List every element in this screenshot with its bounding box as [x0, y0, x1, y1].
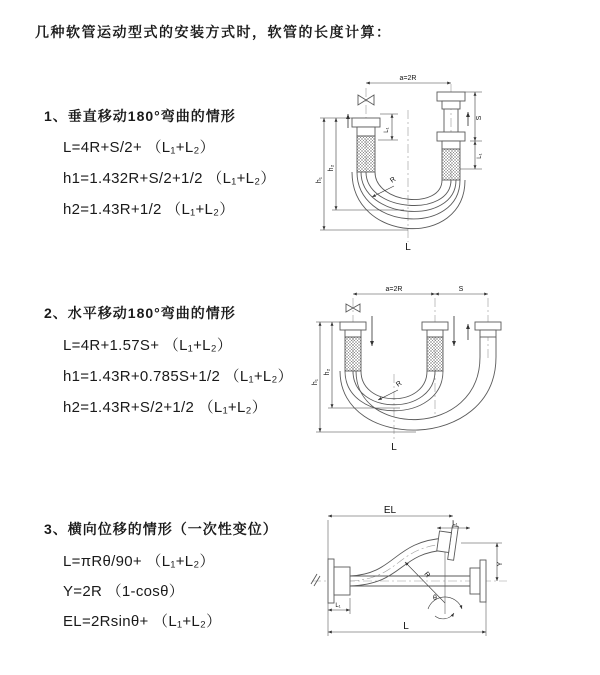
- braided-hose-end: [357, 136, 375, 172]
- braided-hose-end: [345, 337, 361, 371]
- dim-left-fitting: [328, 603, 350, 610]
- dim-top: [353, 286, 488, 294]
- braided-hose-end: [427, 337, 443, 371]
- right-flange: [470, 560, 486, 602]
- dim-label-l1-right: L₁: [477, 153, 483, 159]
- radius-label: R: [395, 380, 404, 389]
- section-3-formula-L: L=πRθ/90+ （L₁+L₂）: [63, 553, 215, 570]
- dim-right: [460, 92, 483, 169]
- section-3-heading: 3、横向位移的情形（一次性变位）: [44, 521, 278, 537]
- section-3-formula-Y: Y=2R （1-cosθ）: [63, 583, 185, 600]
- centerline-break: [311, 574, 320, 586]
- section-1-heading: 1、垂直移动180°弯曲的情形: [44, 108, 236, 124]
- left-pipe: [352, 118, 380, 172]
- right-pipe: [437, 92, 465, 180]
- section-1-formula-L: L=4R+S/2+ （L₁+L₂）: [63, 139, 215, 156]
- section-2-heading: 2、水平移动180°弯曲的情形: [44, 305, 236, 321]
- diagram-lateral-displacement: [298, 502, 583, 647]
- s-curve-hose: [350, 538, 446, 586]
- dim-heights: [312, 322, 416, 432]
- movement-arrows: [372, 316, 468, 346]
- dim-span: [366, 75, 451, 83]
- dim-label-l: L: [403, 621, 409, 632]
- dim-label-h1: h₁: [316, 176, 323, 184]
- hose-u-bend: [340, 357, 496, 430]
- middle-pipe: [422, 322, 448, 371]
- section-2-formula-L: L=4R+1.57S+ （L₁+L₂）: [63, 337, 233, 354]
- diagram-vertical-180-bend: [308, 70, 573, 262]
- dim-label-span: a=2R: [399, 75, 417, 82]
- radius-label: R: [389, 176, 398, 185]
- dim-label-l1-left: L₁: [384, 127, 390, 133]
- left-pipe: [340, 322, 366, 371]
- dim-label-l1-top: L₁: [452, 521, 458, 527]
- length-label: L: [405, 242, 411, 253]
- dim-label-el: EL: [383, 505, 397, 516]
- centerlines: [353, 298, 488, 440]
- section-1-formula-h2: h2=1.43R+1/2 （L₁+L₂）: [63, 201, 235, 218]
- section-2-formula-h2: h2=1.43R+S/2+1/2 （L₁+L₂）: [63, 399, 268, 416]
- left-flange: [328, 559, 350, 603]
- page-title: 几种软管运动型式的安装方式时，软管的长度计算：: [35, 24, 392, 40]
- displaced-flange: [436, 524, 459, 560]
- dim-label-h2: h₂: [328, 164, 335, 172]
- dim-label-stroke-s: S: [458, 286, 464, 293]
- radius-label: R: [422, 570, 432, 580]
- dim-label-stroke-s: S: [476, 115, 483, 121]
- dim-label-y: Y: [497, 561, 504, 567]
- diagram-horizontal-180-bend: [308, 282, 578, 456]
- dim-top-right-fitting: [437, 521, 470, 528]
- length-label: L: [391, 442, 397, 453]
- dim-label-h1: h₁: [312, 378, 319, 386]
- dim-label-l1-bottom: L₁: [335, 603, 341, 609]
- hose-u-bend: [352, 172, 465, 229]
- section-2-formula-h1: h1=1.43R+0.785S+1/2 （L₁+L₂）: [63, 368, 293, 385]
- braided-hose-end: [442, 149, 460, 180]
- dim-el: [328, 505, 453, 559]
- angle-label: θ: [433, 595, 437, 602]
- section-3-formula-EL: EL=2Rsinθ+ （L₁+L₂）: [63, 613, 222, 630]
- dim-label-span: a=2R: [385, 286, 403, 293]
- dim-label-h2: h₂: [324, 368, 331, 376]
- dim-length: [328, 598, 486, 636]
- radius-angle-annotation: [405, 562, 462, 619]
- dim-left-fitting: [378, 114, 398, 140]
- section-1-formula-h1: h1=1.432R+S/2+1/2 （L₁+L₂）: [63, 170, 276, 187]
